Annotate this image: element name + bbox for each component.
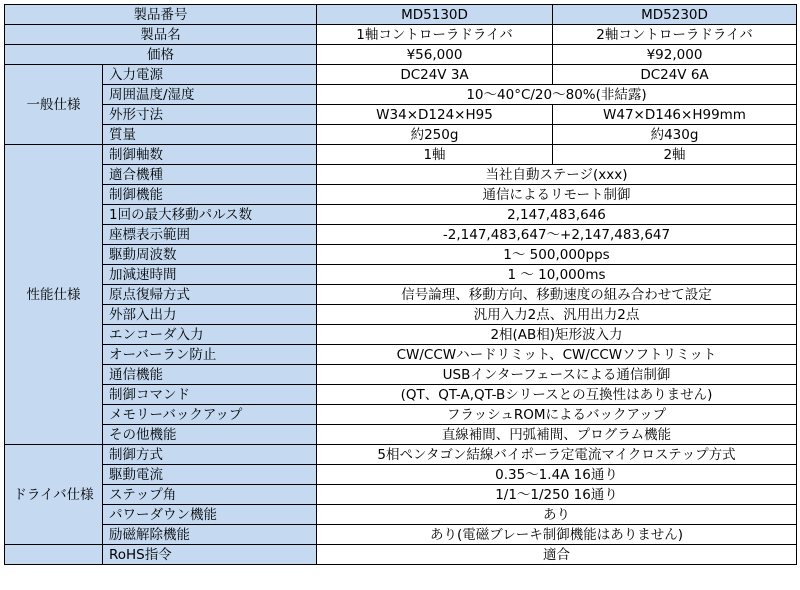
table-row [5, 5, 797, 25]
row-label: 制御機能 [103, 185, 317, 205]
row-label: 座標表示範囲 [103, 225, 317, 245]
product-name-a: 1軸コントローラドライバ [317, 25, 553, 45]
table-row [5, 125, 797, 145]
table-row [5, 545, 797, 565]
row-value: (QT、QT-A,QT-Bシリースとの互換性はありません) [317, 385, 797, 405]
row-value: -2,147,483,647〜+2,147,483,647 [317, 225, 797, 245]
price-b: ¥92,000 [553, 45, 797, 65]
category-empty [5, 545, 103, 565]
row-label: 入力電源 [103, 65, 317, 85]
row-value: 0.35〜1.4A 16通り [317, 465, 797, 485]
row-value: USBインターフェースによる通信制御 [317, 365, 797, 385]
row-value: 通信によるリモート制御 [317, 185, 797, 205]
table-row [5, 305, 797, 325]
row-value: CW/CCWハードリミット、CW/CCWソフトリミット [317, 345, 797, 365]
row-label: ステップ角 [103, 485, 317, 505]
table-row [5, 325, 797, 345]
row-label: パワーダウン機能 [103, 505, 317, 525]
row-label: 原点復帰方式 [103, 285, 317, 305]
table-row [5, 345, 797, 365]
row-label: メモリーバックアップ [103, 405, 317, 425]
row-value: あり(電磁ブレーキ制御機能はありません) [317, 525, 797, 545]
row-value: 直線補間、円弧補間、プログラム機能 [317, 425, 797, 445]
row-value: あり [317, 505, 797, 525]
table-row [5, 65, 797, 85]
row-label: 通信機能 [103, 365, 317, 385]
row-label: 外部入出力 [103, 305, 317, 325]
axes-b: 2軸 [553, 145, 797, 165]
row-value: 1 〜 10,000ms [317, 265, 797, 285]
product-number-label: 製品番号 [5, 5, 317, 25]
row-label: 駆動周波数 [103, 245, 317, 265]
model-b: MD5230D [553, 5, 797, 25]
product-name-label: 製品名 [5, 25, 317, 45]
row-label: 励磁解除機能 [103, 525, 317, 545]
row-value: 1/1〜1/250 16通り [317, 485, 797, 505]
mass-a: 約250g [317, 125, 553, 145]
table-row [5, 445, 797, 465]
table-row [5, 25, 797, 45]
env-value: 10〜40°C/20〜80%(非結露) [317, 85, 797, 105]
row-value: 汎用入力2点、汎用出力2点 [317, 305, 797, 325]
row-label: その他機能 [103, 425, 317, 445]
rohs-value: 適合 [317, 545, 797, 565]
axes-a: 1軸 [317, 145, 553, 165]
power-b: DC24V 6A [553, 65, 797, 85]
row-value: 2,147,483,646 [317, 205, 797, 225]
size-b: W47×D146×H99mm [553, 105, 797, 125]
category-performance: 性能仕様 [5, 145, 103, 445]
table-row [5, 505, 797, 525]
rohs-label: RoHS指令 [103, 545, 317, 565]
row-value: 信号論理、移動方向、移動速度の組み合わせて設定 [317, 285, 797, 305]
table-row [5, 285, 797, 305]
row-value: 2相(AB相)矩形波入力 [317, 325, 797, 345]
table-row [5, 245, 797, 265]
row-label: 1回の最大移動パルス数 [103, 205, 317, 225]
size-a: W34×D124×H95 [317, 105, 553, 125]
row-label: 制御軸数 [103, 145, 317, 165]
table-row [5, 45, 797, 65]
row-label: 適合機種 [103, 165, 317, 185]
row-label: オーバーラン防止 [103, 345, 317, 365]
table-row [5, 265, 797, 285]
row-label: エンコーダ入力 [103, 325, 317, 345]
row-value: フラッシュROMによるバックアップ [317, 405, 797, 425]
row-label: 駆動電流 [103, 465, 317, 485]
row-value: 当社自動ステージ(xxx) [317, 165, 797, 185]
product-name-b: 2軸コントローラドライバ [553, 25, 797, 45]
table-row [5, 145, 797, 165]
table-row [5, 405, 797, 425]
category-driver: ドライバ仕様 [5, 445, 103, 545]
row-label: 制御コマンド [103, 385, 317, 405]
price-label: 価格 [5, 45, 317, 65]
table-row [5, 225, 797, 245]
row-label: 外形寸法 [103, 105, 317, 125]
table-row [5, 365, 797, 385]
price-a: ¥56,000 [317, 45, 553, 65]
row-value: 5相ペンタゴン結線バイポーラ定電流マイクロステップ方式 [317, 445, 797, 465]
table-row [5, 385, 797, 405]
row-label: 周囲温度/湿度 [103, 85, 317, 105]
table-row [5, 205, 797, 225]
mass-b: 約430g [553, 125, 797, 145]
table-row [5, 165, 797, 185]
row-value: 1〜 500,000pps [317, 245, 797, 265]
table-row [5, 85, 797, 105]
table-row [5, 105, 797, 125]
row-label: 制御方式 [103, 445, 317, 465]
table-row [5, 425, 797, 445]
category-general: 一般仕様 [5, 65, 103, 145]
row-label: 加減速時間 [103, 265, 317, 285]
row-label: 質量 [103, 125, 317, 145]
table-row [5, 185, 797, 205]
model-a: MD5130D [317, 5, 553, 25]
table-row [5, 465, 797, 485]
spec-table [4, 4, 797, 565]
table-row [5, 525, 797, 545]
power-a: DC24V 3A [317, 65, 553, 85]
table-row [5, 485, 797, 505]
